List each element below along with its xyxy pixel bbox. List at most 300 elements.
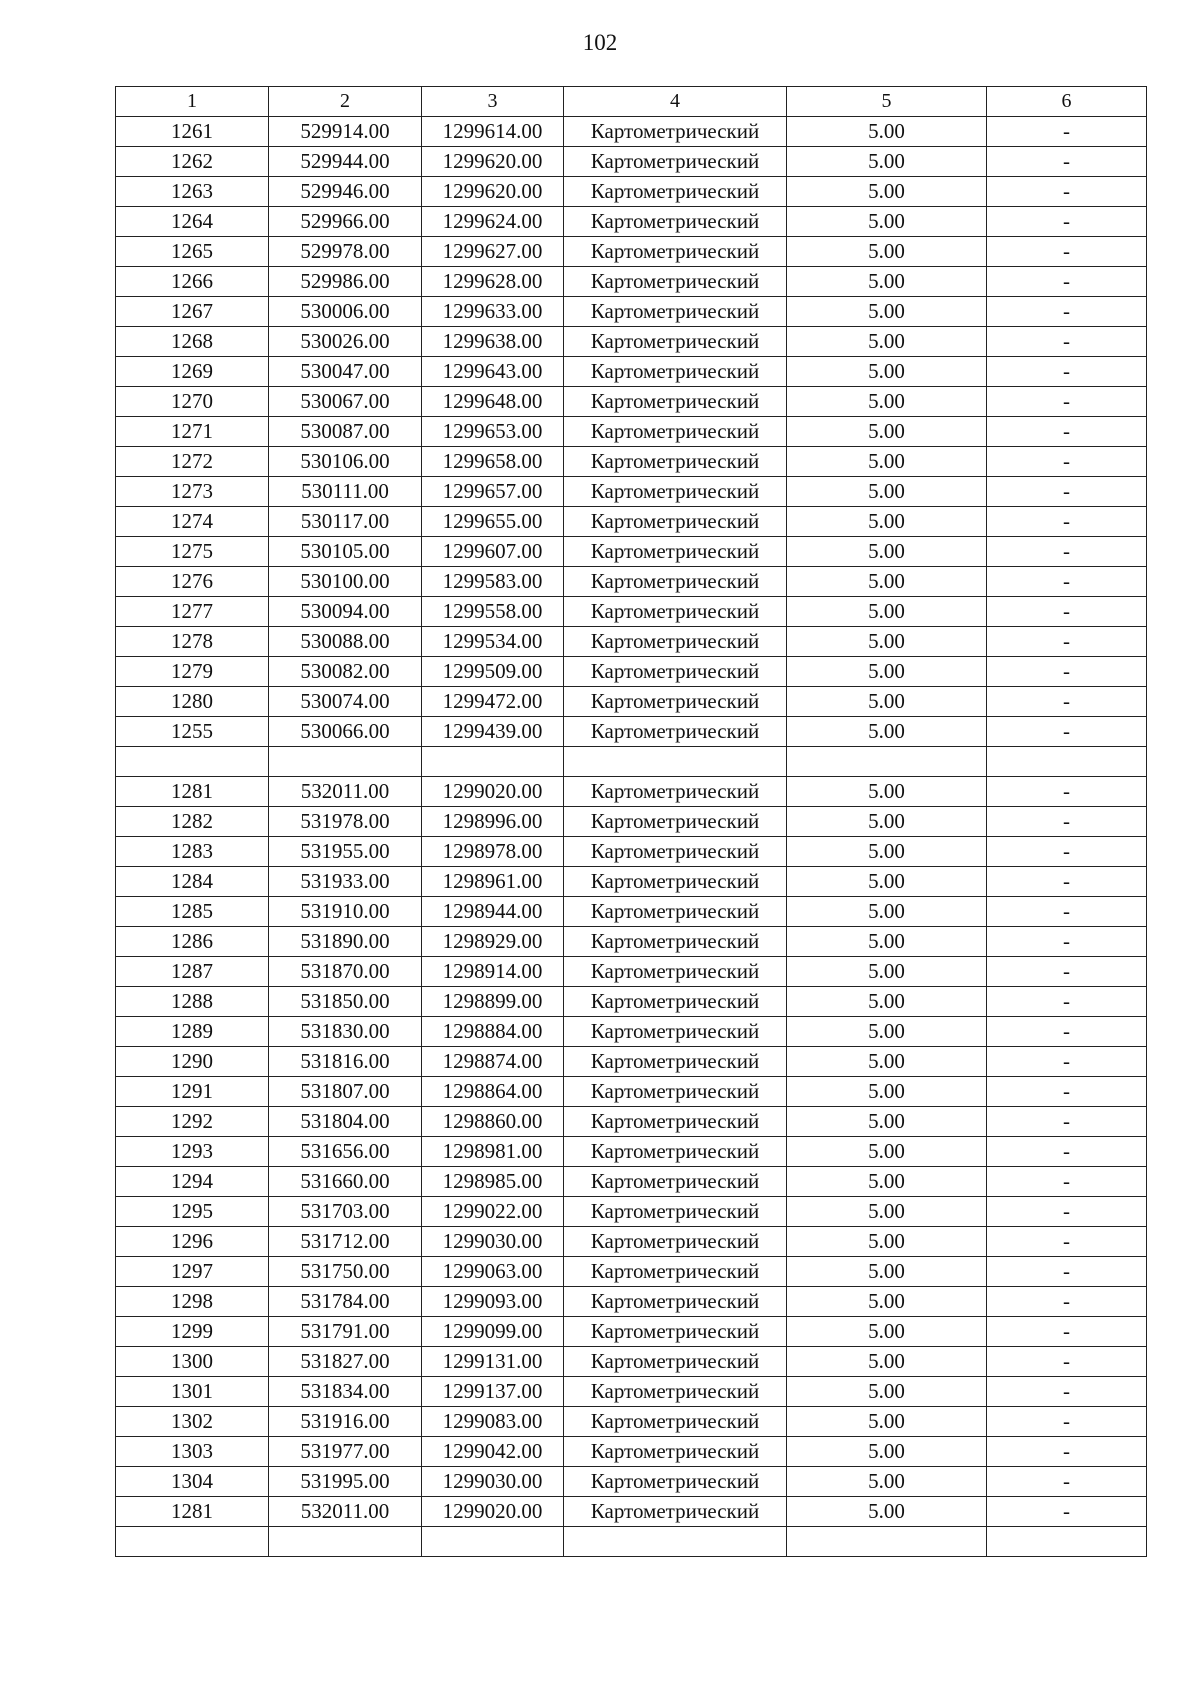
method-cell: Картометрический: [564, 1287, 787, 1317]
accuracy-cell: 5.00: [787, 447, 987, 477]
y-coordinate-cell: 1299655.00: [422, 507, 564, 537]
accuracy-cell: 5.00: [787, 867, 987, 897]
column-header: 3: [422, 87, 564, 117]
table-row: [116, 1227, 1147, 1257]
x-coordinate-cell: 530074.00: [269, 687, 422, 717]
point-number-cell: 1288: [116, 987, 269, 1017]
description-cell: -: [987, 627, 1147, 657]
table-row: [116, 417, 1147, 447]
description-cell: -: [987, 1407, 1147, 1437]
accuracy-cell: 5.00: [787, 417, 987, 447]
accuracy-cell: 5.00: [787, 1257, 987, 1287]
x-coordinate-cell: 531995.00: [269, 1467, 422, 1497]
method-cell: Картометрический: [564, 297, 787, 327]
point-number-cell: 1281: [116, 1497, 269, 1527]
accuracy-cell: 5.00: [787, 327, 987, 357]
y-coordinate-cell: 1299022.00: [422, 1197, 564, 1227]
method-cell: Картометрический: [564, 927, 787, 957]
point-number-cell: 1298: [116, 1287, 269, 1317]
table-row: [116, 327, 1147, 357]
point-number-cell: 1272: [116, 447, 269, 477]
table-row: [116, 597, 1147, 627]
method-cell: Картометрический: [564, 1497, 787, 1527]
point-number-cell: 1296: [116, 1227, 269, 1257]
y-coordinate-cell: 1299131.00: [422, 1347, 564, 1377]
table-row: [116, 1467, 1147, 1497]
x-coordinate-cell: 530006.00: [269, 297, 422, 327]
y-coordinate-cell: 1299042.00: [422, 1437, 564, 1467]
accuracy-cell: 5.00: [787, 1317, 987, 1347]
point-number-cell: 1291: [116, 1077, 269, 1107]
column-header: 1: [116, 87, 269, 117]
table-row: [116, 1497, 1147, 1527]
point-number-cell: 1282: [116, 807, 269, 837]
x-coordinate-cell: 531750.00: [269, 1257, 422, 1287]
point-number-cell: 1285: [116, 897, 269, 927]
point-number-cell: 1271: [116, 417, 269, 447]
accuracy-cell: 5.00: [787, 1077, 987, 1107]
point-number-cell: 1302: [116, 1407, 269, 1437]
description-cell: -: [987, 237, 1147, 267]
x-coordinate-cell: [269, 747, 422, 777]
y-coordinate-cell: 1299583.00: [422, 567, 564, 597]
description-cell: -: [987, 1017, 1147, 1047]
point-number-cell: 1261: [116, 117, 269, 147]
accuracy-cell: 5.00: [787, 1197, 987, 1227]
description-cell: -: [987, 1047, 1147, 1077]
x-coordinate-cell: 529966.00: [269, 207, 422, 237]
method-cell: Картометрический: [564, 957, 787, 987]
x-coordinate-cell: 530082.00: [269, 657, 422, 687]
y-coordinate-cell: 1299137.00: [422, 1377, 564, 1407]
y-coordinate-cell: 1299020.00: [422, 1497, 564, 1527]
method-cell: Картометрический: [564, 987, 787, 1017]
y-coordinate-cell: 1299020.00: [422, 777, 564, 807]
table-row: [116, 627, 1147, 657]
method-cell: Картометрический: [564, 867, 787, 897]
description-cell: [987, 747, 1147, 777]
method-cell: Картометрический: [564, 267, 787, 297]
table-row: [116, 507, 1147, 537]
table-row: [116, 1287, 1147, 1317]
y-coordinate-cell: 1298899.00: [422, 987, 564, 1017]
y-coordinate-cell: 1299472.00: [422, 687, 564, 717]
method-cell: Картометрический: [564, 117, 787, 147]
x-coordinate-cell: 531804.00: [269, 1107, 422, 1137]
description-cell: -: [987, 837, 1147, 867]
point-number-cell: [116, 1527, 269, 1557]
accuracy-cell: 5.00: [787, 147, 987, 177]
y-coordinate-cell: 1299614.00: [422, 117, 564, 147]
x-coordinate-cell: 531827.00: [269, 1347, 422, 1377]
y-coordinate-cell: 1299648.00: [422, 387, 564, 417]
table-row: [116, 147, 1147, 177]
point-number-cell: 1289: [116, 1017, 269, 1047]
y-coordinate-cell: 1299653.00: [422, 417, 564, 447]
accuracy-cell: 5.00: [787, 267, 987, 297]
method-cell: [564, 747, 787, 777]
method-cell: Картометрический: [564, 387, 787, 417]
x-coordinate-cell: 531916.00: [269, 1407, 422, 1437]
accuracy-cell: 5.00: [787, 987, 987, 1017]
description-cell: -: [987, 1437, 1147, 1467]
point-number-cell: 1303: [116, 1437, 269, 1467]
point-number-cell: 1278: [116, 627, 269, 657]
x-coordinate-cell: 531933.00: [269, 867, 422, 897]
table-row: [116, 1047, 1147, 1077]
x-coordinate-cell: 531656.00: [269, 1137, 422, 1167]
point-number-cell: 1267: [116, 297, 269, 327]
table-row: [116, 1077, 1147, 1107]
accuracy-cell: 5.00: [787, 537, 987, 567]
table-row: [116, 1197, 1147, 1227]
table-row: [116, 1317, 1147, 1347]
accuracy-cell: 5.00: [787, 1107, 987, 1137]
column-header: 6: [987, 87, 1147, 117]
method-cell: Картометрический: [564, 1377, 787, 1407]
x-coordinate-cell: 530047.00: [269, 357, 422, 387]
description-cell: -: [987, 297, 1147, 327]
method-cell: Картометрический: [564, 1467, 787, 1497]
x-coordinate-cell: 531830.00: [269, 1017, 422, 1047]
method-cell: Картометрический: [564, 417, 787, 447]
description-cell: -: [987, 1107, 1147, 1137]
y-coordinate-cell: 1298944.00: [422, 897, 564, 927]
method-cell: [564, 1527, 787, 1557]
y-coordinate-cell: 1299638.00: [422, 327, 564, 357]
description-cell: -: [987, 267, 1147, 297]
x-coordinate-cell: 531910.00: [269, 897, 422, 927]
table-row: [116, 477, 1147, 507]
y-coordinate-cell: 1299030.00: [422, 1467, 564, 1497]
point-number-cell: 1277: [116, 597, 269, 627]
method-cell: Картометрический: [564, 237, 787, 267]
method-cell: Картометрический: [564, 567, 787, 597]
method-cell: Картометрический: [564, 327, 787, 357]
point-number-cell: 1269: [116, 357, 269, 387]
x-coordinate-cell: 531660.00: [269, 1167, 422, 1197]
accuracy-cell: 5.00: [787, 297, 987, 327]
description-cell: -: [987, 1137, 1147, 1167]
accuracy-cell: 5.00: [787, 837, 987, 867]
method-cell: Картометрический: [564, 1047, 787, 1077]
y-coordinate-cell: 1299509.00: [422, 657, 564, 687]
point-number-cell: 1287: [116, 957, 269, 987]
y-coordinate-cell: 1299620.00: [422, 147, 564, 177]
method-cell: Картометрический: [564, 1107, 787, 1137]
method-cell: Картометрический: [564, 1257, 787, 1287]
description-cell: -: [987, 687, 1147, 717]
point-number-cell: 1300: [116, 1347, 269, 1377]
description-cell: -: [987, 117, 1147, 147]
accuracy-cell: 5.00: [787, 1167, 987, 1197]
y-coordinate-cell: 1298884.00: [422, 1017, 564, 1047]
table-row: [116, 1347, 1147, 1377]
table-row: [116, 1407, 1147, 1437]
method-cell: Картометрический: [564, 1197, 787, 1227]
description-cell: -: [987, 1287, 1147, 1317]
description-cell: -: [987, 1257, 1147, 1287]
x-coordinate-cell: 530026.00: [269, 327, 422, 357]
y-coordinate-cell: 1299627.00: [422, 237, 564, 267]
x-coordinate-cell: 531977.00: [269, 1437, 422, 1467]
table-row: [116, 897, 1147, 927]
accuracy-cell: 5.00: [787, 207, 987, 237]
method-cell: Картометрический: [564, 657, 787, 687]
y-coordinate-cell: 1299620.00: [422, 177, 564, 207]
x-coordinate-cell: 530106.00: [269, 447, 422, 477]
description-cell: -: [987, 357, 1147, 387]
accuracy-cell: 5.00: [787, 177, 987, 207]
x-coordinate-cell: 530111.00: [269, 477, 422, 507]
column-header: 2: [269, 87, 422, 117]
point-number-cell: 1295: [116, 1197, 269, 1227]
description-cell: -: [987, 897, 1147, 927]
x-coordinate-cell: 531890.00: [269, 927, 422, 957]
table-row: [116, 207, 1147, 237]
description-cell: -: [987, 1347, 1147, 1377]
table-row: [116, 987, 1147, 1017]
table-row: [116, 1017, 1147, 1047]
y-coordinate-cell: 1299063.00: [422, 1257, 564, 1287]
y-coordinate-cell: 1299030.00: [422, 1227, 564, 1257]
table-row: [116, 117, 1147, 147]
table-row: [116, 957, 1147, 987]
y-coordinate-cell: 1299657.00: [422, 477, 564, 507]
y-coordinate-cell: 1298996.00: [422, 807, 564, 837]
x-coordinate-cell: 530100.00: [269, 567, 422, 597]
method-cell: Картометрический: [564, 357, 787, 387]
x-coordinate-cell: 530105.00: [269, 537, 422, 567]
table-row: [116, 687, 1147, 717]
table-row: [116, 927, 1147, 957]
y-coordinate-cell: 1299099.00: [422, 1317, 564, 1347]
x-coordinate-cell: 531870.00: [269, 957, 422, 987]
column-header: 5: [787, 87, 987, 117]
table-row: [116, 867, 1147, 897]
description-cell: -: [987, 1227, 1147, 1257]
point-number-cell: 1274: [116, 507, 269, 537]
x-coordinate-cell: 530117.00: [269, 507, 422, 537]
method-cell: Картометрический: [564, 1317, 787, 1347]
y-coordinate-cell: 1298860.00: [422, 1107, 564, 1137]
y-coordinate-cell: 1299093.00: [422, 1287, 564, 1317]
description-cell: -: [987, 1077, 1147, 1107]
y-coordinate-cell: [422, 747, 564, 777]
method-cell: Картометрический: [564, 1407, 787, 1437]
description-cell: -: [987, 1317, 1147, 1347]
description-cell: -: [987, 717, 1147, 747]
accuracy-cell: 5.00: [787, 897, 987, 927]
accuracy-cell: 5.00: [787, 1467, 987, 1497]
x-coordinate-cell: 531791.00: [269, 1317, 422, 1347]
x-coordinate-cell: 531816.00: [269, 1047, 422, 1077]
accuracy-cell: 5.00: [787, 1377, 987, 1407]
method-cell: Картометрический: [564, 447, 787, 477]
accuracy-cell: 5.00: [787, 357, 987, 387]
table-row: [116, 717, 1147, 747]
y-coordinate-cell: 1299607.00: [422, 537, 564, 567]
accuracy-cell: [787, 747, 987, 777]
table-row: [116, 567, 1147, 597]
accuracy-cell: 5.00: [787, 957, 987, 987]
point-number-cell: 1268: [116, 327, 269, 357]
description-cell: -: [987, 1197, 1147, 1227]
accuracy-cell: 5.00: [787, 627, 987, 657]
y-coordinate-cell: 1298961.00: [422, 867, 564, 897]
y-coordinate-cell: 1299643.00: [422, 357, 564, 387]
point-number-cell: 1270: [116, 387, 269, 417]
table-header-row: [116, 87, 1147, 117]
description-cell: -: [987, 1377, 1147, 1407]
y-coordinate-cell: 1298985.00: [422, 1167, 564, 1197]
description-cell: -: [987, 207, 1147, 237]
x-coordinate-cell: 531834.00: [269, 1377, 422, 1407]
description-cell: -: [987, 927, 1147, 957]
accuracy-cell: 5.00: [787, 687, 987, 717]
method-cell: Картометрический: [564, 597, 787, 627]
x-coordinate-cell: 532011.00: [269, 777, 422, 807]
point-number-cell: 1266: [116, 267, 269, 297]
x-coordinate-cell: 531955.00: [269, 837, 422, 867]
accuracy-cell: 5.00: [787, 117, 987, 147]
table-row: [116, 1137, 1147, 1167]
description-cell: -: [987, 867, 1147, 897]
point-number-cell: 1293: [116, 1137, 269, 1167]
point-number-cell: 1273: [116, 477, 269, 507]
accuracy-cell: 5.00: [787, 507, 987, 537]
method-cell: Картометрический: [564, 537, 787, 567]
x-coordinate-cell: 530094.00: [269, 597, 422, 627]
y-coordinate-cell: 1298864.00: [422, 1077, 564, 1107]
point-number-cell: 1281: [116, 777, 269, 807]
description-cell: -: [987, 657, 1147, 687]
method-cell: Картометрический: [564, 477, 787, 507]
accuracy-cell: 5.00: [787, 657, 987, 687]
description-cell: -: [987, 387, 1147, 417]
method-cell: Картометрический: [564, 1437, 787, 1467]
y-coordinate-cell: 1299628.00: [422, 267, 564, 297]
table-row: [116, 1257, 1147, 1287]
accuracy-cell: 5.00: [787, 1347, 987, 1377]
accuracy-cell: 5.00: [787, 777, 987, 807]
point-number-cell: [116, 747, 269, 777]
table-row: [116, 537, 1147, 567]
description-cell: -: [987, 1497, 1147, 1527]
description-cell: -: [987, 507, 1147, 537]
table-row: [116, 657, 1147, 687]
y-coordinate-cell: 1299083.00: [422, 1407, 564, 1437]
point-number-cell: 1301: [116, 1377, 269, 1407]
accuracy-cell: 5.00: [787, 1497, 987, 1527]
point-number-cell: 1299: [116, 1317, 269, 1347]
x-coordinate-cell: [269, 1527, 422, 1557]
y-coordinate-cell: 1298874.00: [422, 1047, 564, 1077]
x-coordinate-cell: 529986.00: [269, 267, 422, 297]
table-row: [116, 237, 1147, 267]
x-coordinate-cell: 530088.00: [269, 627, 422, 657]
table-row: [116, 1377, 1147, 1407]
method-cell: Картометрический: [564, 1227, 787, 1257]
description-cell: -: [987, 1467, 1147, 1497]
description-cell: -: [987, 597, 1147, 627]
accuracy-cell: 5.00: [787, 567, 987, 597]
description-cell: -: [987, 327, 1147, 357]
method-cell: Картометрический: [564, 717, 787, 747]
method-cell: Картометрический: [564, 897, 787, 927]
accuracy-cell: 5.00: [787, 387, 987, 417]
accuracy-cell: 5.00: [787, 597, 987, 627]
description-cell: -: [987, 777, 1147, 807]
accuracy-cell: 5.00: [787, 1137, 987, 1167]
x-coordinate-cell: 530087.00: [269, 417, 422, 447]
method-cell: Картометрический: [564, 837, 787, 867]
method-cell: Картометрический: [564, 1077, 787, 1107]
x-coordinate-cell: 531807.00: [269, 1077, 422, 1107]
point-number-cell: 1297: [116, 1257, 269, 1287]
y-coordinate-cell: 1299658.00: [422, 447, 564, 477]
accuracy-cell: 5.00: [787, 1017, 987, 1047]
description-cell: -: [987, 1167, 1147, 1197]
y-coordinate-cell: 1298981.00: [422, 1137, 564, 1167]
table-row: [116, 1107, 1147, 1137]
table-row: [116, 777, 1147, 807]
point-number-cell: 1265: [116, 237, 269, 267]
table-row: [116, 357, 1147, 387]
y-coordinate-cell: 1299439.00: [422, 717, 564, 747]
x-coordinate-cell: 529944.00: [269, 147, 422, 177]
x-coordinate-cell: 530067.00: [269, 387, 422, 417]
method-cell: Картометрический: [564, 777, 787, 807]
x-coordinate-cell: 531712.00: [269, 1227, 422, 1257]
y-coordinate-cell: 1299558.00: [422, 597, 564, 627]
coordinates-table: [115, 86, 1147, 1557]
accuracy-cell: 5.00: [787, 807, 987, 837]
table-row: [116, 447, 1147, 477]
description-cell: -: [987, 477, 1147, 507]
point-number-cell: 1276: [116, 567, 269, 597]
x-coordinate-cell: 531703.00: [269, 1197, 422, 1227]
point-number-cell: 1284: [116, 867, 269, 897]
method-cell: Картометрический: [564, 177, 787, 207]
table-row: [116, 387, 1147, 417]
y-coordinate-cell: 1299534.00: [422, 627, 564, 657]
x-coordinate-cell: 529946.00: [269, 177, 422, 207]
method-cell: Картометрический: [564, 1347, 787, 1377]
point-number-cell: 1255: [116, 717, 269, 747]
description-cell: -: [987, 177, 1147, 207]
point-number-cell: 1275: [116, 537, 269, 567]
accuracy-cell: 5.00: [787, 1227, 987, 1257]
accuracy-cell: [787, 1527, 987, 1557]
y-coordinate-cell: 1299624.00: [422, 207, 564, 237]
table-row: [116, 837, 1147, 867]
point-number-cell: 1279: [116, 657, 269, 687]
description-cell: -: [987, 147, 1147, 177]
page-number: 102: [582, 30, 618, 55]
description-cell: -: [987, 537, 1147, 567]
column-header: 4: [564, 87, 787, 117]
point-number-cell: 1292: [116, 1107, 269, 1137]
point-number-cell: 1286: [116, 927, 269, 957]
x-coordinate-cell: 531784.00: [269, 1287, 422, 1317]
table-row: [116, 267, 1147, 297]
accuracy-cell: 5.00: [787, 237, 987, 267]
accuracy-cell: 5.00: [787, 1407, 987, 1437]
x-coordinate-cell: 531850.00: [269, 987, 422, 1017]
accuracy-cell: 5.00: [787, 477, 987, 507]
table-body: [116, 117, 1147, 1557]
